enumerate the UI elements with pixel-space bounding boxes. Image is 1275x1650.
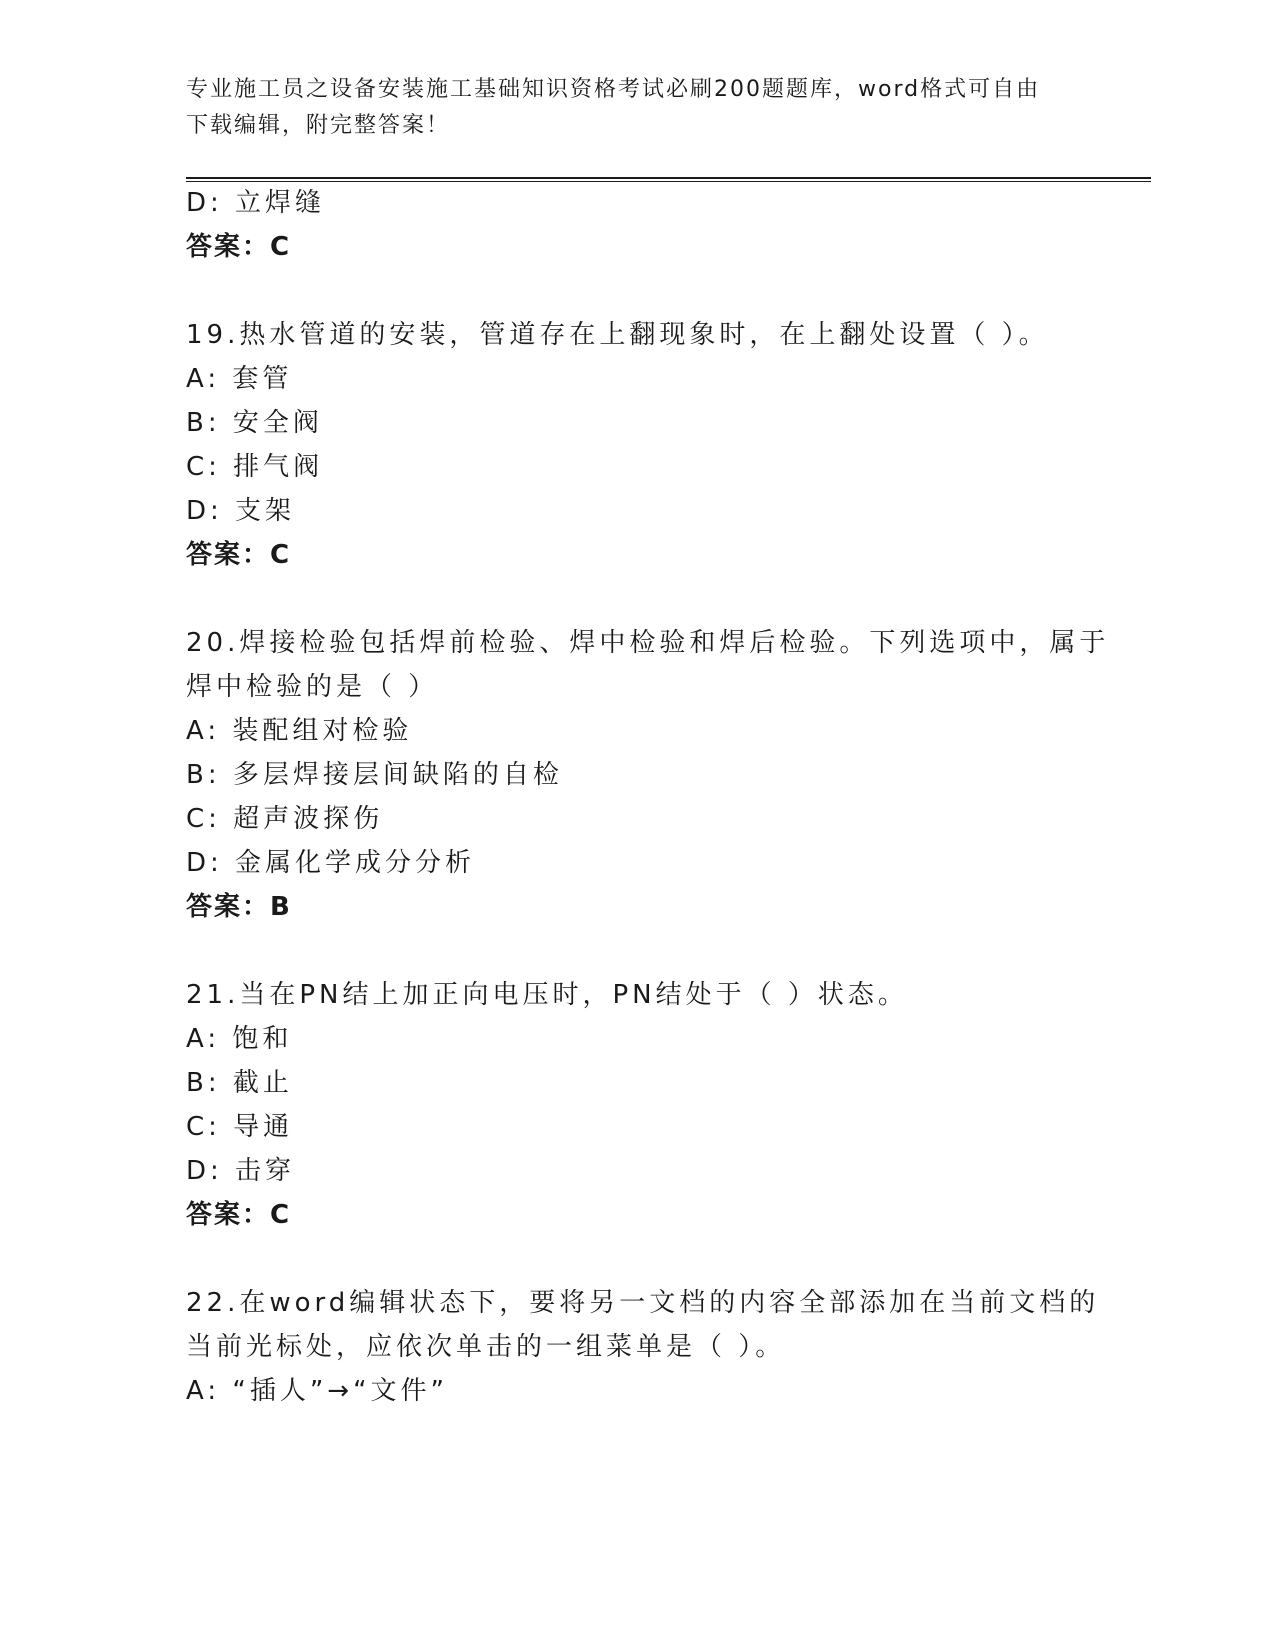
q20-option-a: A: 装配组对检验 <box>186 716 413 746</box>
header-line-2: 下载编辑，附完整答案！ <box>186 113 451 138</box>
header-line-1: 专业施工员之设备安装施工基础知识资格考试必刷200题题库，word格式可自由 <box>186 77 1041 102</box>
q20-option-c: C: 超声波探伤 <box>186 804 384 834</box>
q19-answer: 答案：C <box>186 540 292 570</box>
q18-answer: 答案：C <box>186 232 292 262</box>
q20-option-d: D: 金属化学成分分析 <box>186 848 476 878</box>
document-header <box>186 72 1066 144</box>
q21-option-c: C: 导通 <box>186 1112 294 1142</box>
q22-option-a: A: “插人”→“文件” <box>186 1376 449 1406</box>
q21-option-b: B: 截止 <box>186 1068 293 1098</box>
header-divider <box>186 177 1151 182</box>
q20-stem-line-2: 焊中检验的是（ ） <box>186 672 439 702</box>
q19-option-b: B: 安全阀 <box>186 408 323 438</box>
q20-answer: 答案：B <box>186 892 292 922</box>
q21-option-a: A: 饱和 <box>186 1024 293 1054</box>
q20-stem-line-1: 20.焊接检验包括焊前检验、焊中检验和焊后检验。下列选项中，属于 <box>186 628 1110 658</box>
q19-stem: 19.热水管道的安装，管道存在上翻现象时，在上翻处设置（ ）。 <box>186 320 1049 350</box>
q19-option-c: C: 排气阀 <box>186 452 324 482</box>
q21-option-d: D: 击穿 <box>186 1156 296 1186</box>
q21-answer: 答案：C <box>186 1200 292 1230</box>
q21-stem: 21.当在PN结上加正向电压时，PN结处于（ ）状态。 <box>186 980 908 1010</box>
q22-stem-line-2: 当前光标处，应依次单击的一组菜单是（ ）。 <box>186 1332 786 1362</box>
q19-option-a: A: 套管 <box>186 364 293 394</box>
q18-option-d: D: 立焊缝 <box>186 188 326 218</box>
q19-option-d: D: 支架 <box>186 496 296 526</box>
q20-option-b: B: 多层焊接层间缺陷的自检 <box>186 760 563 790</box>
q22-stem-line-1: 22.在word编辑状态下，要将另一文档的内容全部添加在当前文档的 <box>186 1288 1100 1318</box>
